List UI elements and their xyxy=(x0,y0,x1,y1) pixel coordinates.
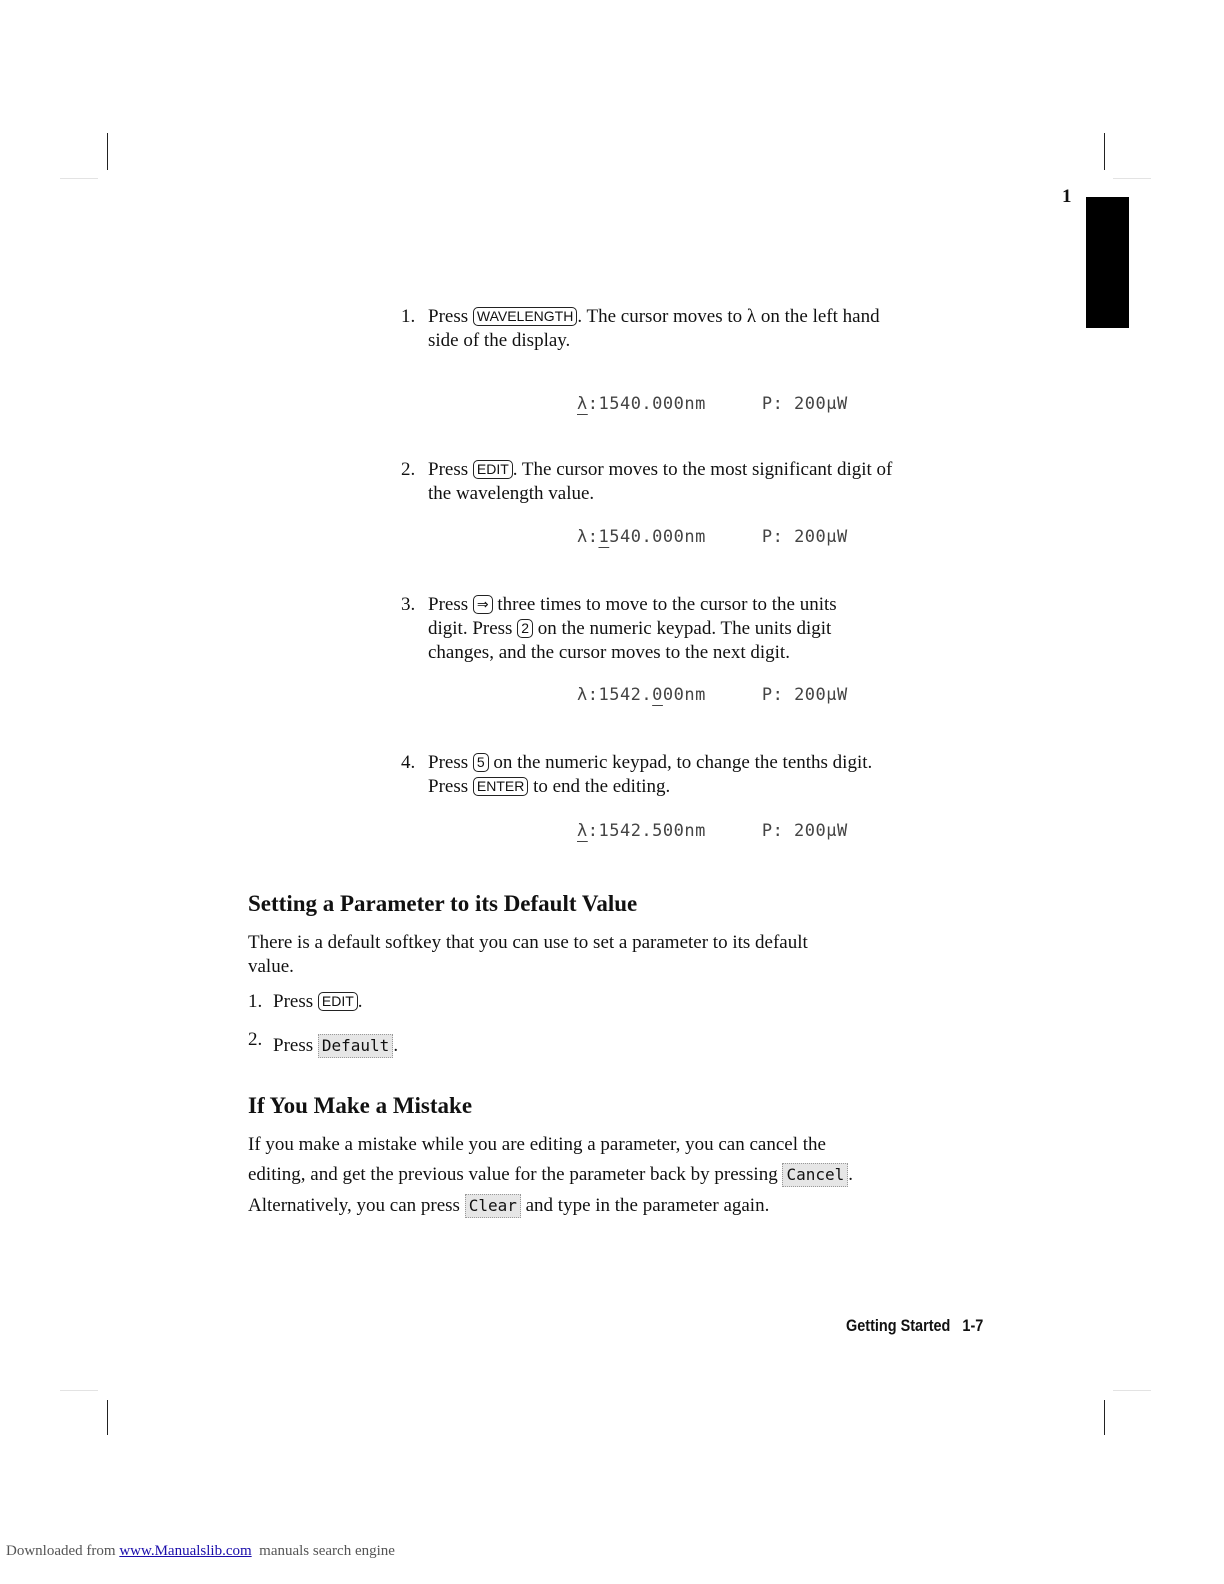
edit-key[interactable]: EDIT xyxy=(318,992,358,1011)
section-heading-mistake: If You Make a Mistake xyxy=(248,1093,473,1118)
edit-key[interactable]: EDIT xyxy=(473,460,513,479)
default-softkey[interactable]: Default xyxy=(318,1034,393,1058)
step-number: 1. xyxy=(401,306,416,327)
right-arrow-key[interactable]: ⇒ xyxy=(473,595,493,614)
chapter-number: 1 xyxy=(1062,186,1072,207)
page-footer xyxy=(846,1316,983,1336)
crop-mark xyxy=(1104,1400,1105,1435)
crop-mark xyxy=(1104,133,1105,170)
crop-mark xyxy=(1113,178,1151,179)
default-step-1: 1. Press EDIT . xyxy=(248,991,363,1012)
step-number: 2. xyxy=(401,459,416,480)
download-note: Downloaded from www.Manualslib.com manuals search engine xyxy=(6,1543,395,1559)
crop-mark xyxy=(107,1400,108,1435)
lcd-display-1: λ:1540.000nm P: 200μW xyxy=(577,394,848,414)
footer-section: Getting Started xyxy=(846,1316,951,1335)
default-step-2: 2. Press Default . xyxy=(248,1029,399,1056)
mistake-paragraph: If you make a mistake while you are editing a parameter, you can cancel the editing, and get the previous value for the parameter back by pressing Cancel . Alternatively, you can press Clear and type in the parameter again. xyxy=(248,1134,854,1216)
wavelength-key[interactable]: WAVELENGTH xyxy=(473,307,577,326)
crop-mark xyxy=(107,133,108,170)
page-number: 1-7 xyxy=(962,1316,984,1335)
lcd-display-2: λ:1540.000nm P: 200μW xyxy=(577,527,848,547)
keypad-5-key[interactable]: 5 xyxy=(473,753,489,772)
crop-mark xyxy=(60,1390,98,1391)
step-number: 3. xyxy=(401,594,416,615)
lcd-display-4: λ:1542.500nm P: 200μW xyxy=(577,821,848,841)
step-number: 4. xyxy=(401,752,416,773)
cancel-softkey[interactable]: Cancel xyxy=(782,1163,848,1187)
default-intro: There is a default softkey that you can use to set a parameter to its default value. xyxy=(248,932,808,977)
clear-softkey[interactable]: Clear xyxy=(465,1194,521,1218)
crop-mark xyxy=(1113,1390,1151,1391)
lcd-cursor: 1 xyxy=(598,527,610,547)
keypad-2-key[interactable]: 2 xyxy=(517,619,533,638)
manualslib-link[interactable]: www.Manualslib.com xyxy=(119,1543,252,1559)
crop-mark xyxy=(60,178,98,179)
lcd-cursor: 0 xyxy=(652,685,663,705)
enter-key[interactable]: ENTER xyxy=(473,777,528,796)
lcd-cursor: λ xyxy=(577,821,588,841)
chapter-tab xyxy=(1086,197,1129,328)
lcd-cursor: λ xyxy=(577,394,588,414)
lcd-display-3: λ:1542.000nm P: 200μW xyxy=(577,685,848,705)
section-heading-default: Setting a Parameter to its Default Value xyxy=(248,891,638,916)
